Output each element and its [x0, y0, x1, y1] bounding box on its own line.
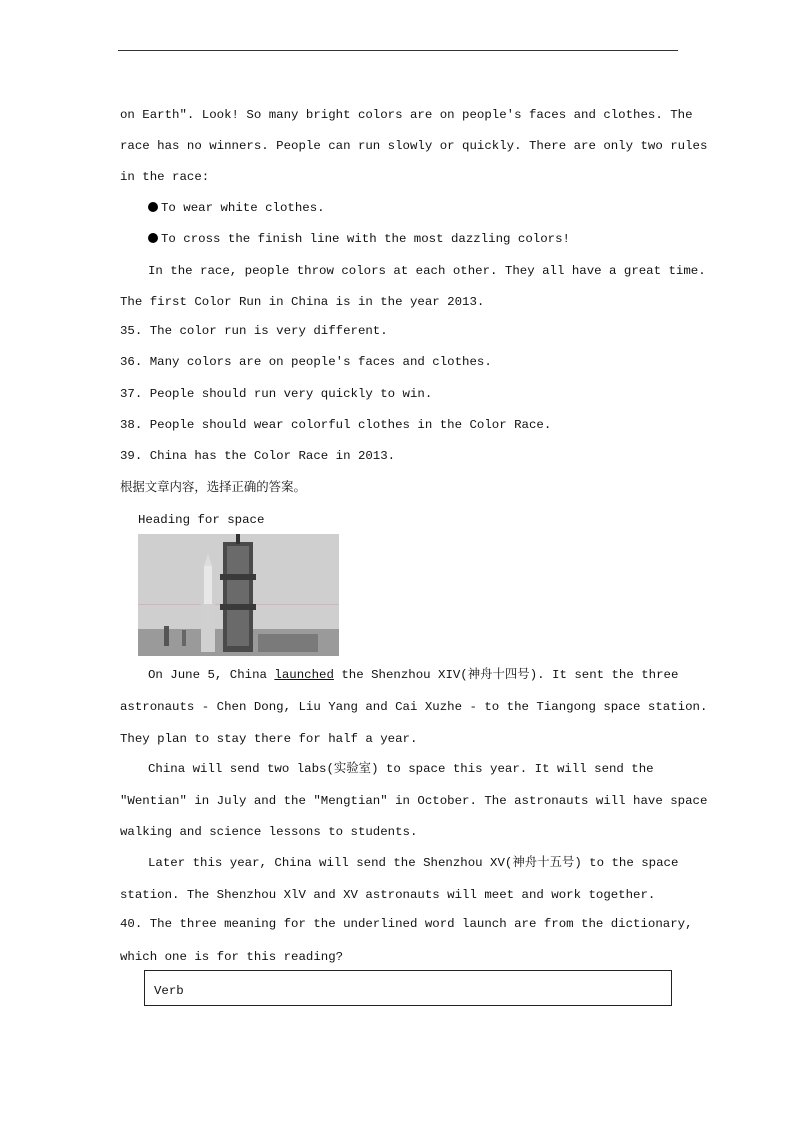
underlined-word-launched: launched	[274, 668, 334, 682]
answer-text: Verb	[154, 984, 184, 998]
paragraph-3-line-1: Later this year, China will send the Shenzhou XV(神舟十五号) to the space	[148, 854, 679, 870]
article-heading: Heading for space	[138, 513, 265, 527]
text-line: on Earth". Look! So many bright colors are on people's faces and clothes. The	[120, 108, 693, 122]
question-38: 38. People should wear colorful clothes in the Color Race.	[120, 418, 552, 432]
text-line: walking and science lessons to students.	[120, 825, 418, 839]
header-rule	[118, 50, 678, 51]
rule-item: To cross the finish line with the most dazzling colors!	[148, 231, 570, 247]
text-line: In the race, people throw colors at each other. They all have a great time.	[148, 264, 706, 278]
question-40: 40. The three meaning for the underlined word launch are from the dictionary,	[120, 917, 693, 931]
instruction: 根据文章内容，选择正确的答案。	[120, 479, 306, 494]
answer-box	[144, 970, 672, 1006]
paragraph-2-line-1: China will send two labs(实验室) to space this year. It will send the	[148, 760, 654, 776]
question-37: 37. People should run very quickly to win.	[120, 387, 433, 401]
paragraph-1-line-1: On June 5, China launched the Shenzhou XIV(神舟十四号). It sent the three	[148, 666, 679, 682]
text-line: "Wentian" in July and the "Mengtian" in October. The astronauts will have space	[120, 794, 708, 808]
text-line: station. The Shenzhou XlV and XV astronauts will meet and work together.	[120, 888, 656, 902]
question-40-line-2: which one is for this reading?	[120, 950, 344, 964]
text-line: They plan to stay there for half a year.	[120, 732, 418, 746]
rule-item: To wear white clothes.	[148, 200, 325, 216]
text-line: The first Color Run in China is in the year 2013.	[120, 295, 485, 309]
question-36: 36. Many colors are on people's faces and clothes.	[120, 355, 492, 369]
question-39: 39. China has the Color Race in 2013.	[120, 449, 396, 463]
bullet-icon	[148, 233, 158, 243]
bullet-icon	[148, 202, 158, 212]
text-line: in the race:	[120, 170, 210, 184]
text-line: astronauts - Chen Dong, Liu Yang and Cai Xuzhe - to the Tiangong space station.	[120, 700, 708, 714]
question-35: 35. The color run is very different.	[120, 324, 388, 338]
rocket-launch-photo	[138, 534, 339, 656]
text-line: race has no winners. People can run slowly or quickly. There are only two rules	[120, 139, 708, 153]
